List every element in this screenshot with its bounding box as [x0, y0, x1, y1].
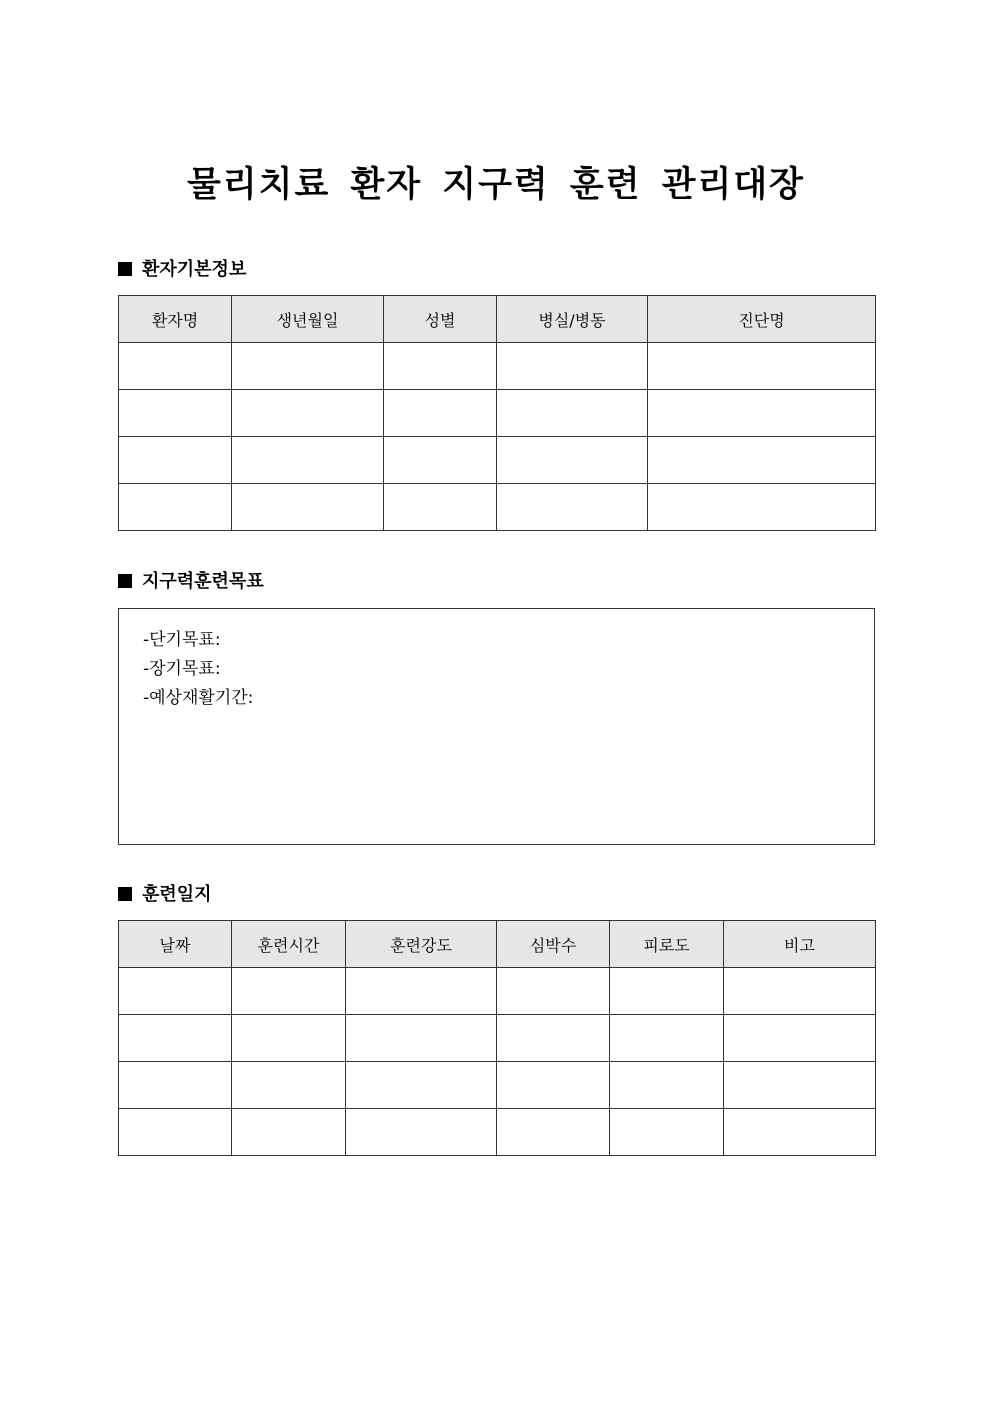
table-row: [119, 437, 876, 484]
table-cell[interactable]: [119, 1015, 232, 1062]
col-header-diagnosis: 진단명: [648, 296, 876, 343]
table-row: [119, 1062, 876, 1109]
square-bullet-icon: [118, 574, 132, 588]
col-header-heart-rate: 심박수: [497, 921, 610, 968]
col-header-date: 날짜: [119, 921, 232, 968]
square-bullet-icon: [118, 262, 132, 276]
table-cell[interactable]: [346, 1109, 497, 1156]
table-cell[interactable]: [384, 437, 497, 484]
table-row: [119, 1015, 876, 1062]
table-cell[interactable]: [384, 484, 497, 531]
col-header-birthdate: 생년월일: [232, 296, 384, 343]
table-cell[interactable]: [119, 1109, 232, 1156]
table-cell[interactable]: [232, 390, 384, 437]
table-cell[interactable]: [610, 1109, 724, 1156]
patient-info-table: [118, 295, 876, 531]
table-cell[interactable]: [648, 343, 876, 390]
table-cell[interactable]: [497, 1015, 610, 1062]
table-cell[interactable]: [346, 1062, 497, 1109]
table-cell[interactable]: [384, 390, 497, 437]
table-cell[interactable]: [119, 390, 232, 437]
table-row: [119, 390, 876, 437]
table-cell[interactable]: [497, 1109, 610, 1156]
table-cell[interactable]: [497, 968, 610, 1015]
table-cell[interactable]: [119, 343, 232, 390]
table-cell[interactable]: [497, 1062, 610, 1109]
table-row: [119, 968, 876, 1015]
col-header-remarks: 비고: [724, 921, 876, 968]
square-bullet-icon: [118, 887, 132, 901]
table-cell[interactable]: [119, 437, 232, 484]
training-goals-heading-label: 지구력훈련목표: [142, 571, 264, 592]
table-cell[interactable]: [497, 484, 648, 531]
table-cell[interactable]: [384, 343, 497, 390]
col-header-fatigue: 피로도: [610, 921, 724, 968]
table-cell[interactable]: [610, 968, 724, 1015]
table-cell[interactable]: [497, 390, 648, 437]
table-cell[interactable]: [232, 1062, 346, 1109]
training-log-heading: [118, 882, 212, 908]
table-cell[interactable]: [232, 484, 384, 531]
long-term-goal-label: -장기목표:: [143, 659, 221, 679]
table-cell[interactable]: [648, 484, 876, 531]
table-cell[interactable]: [497, 343, 648, 390]
table-cell[interactable]: [724, 1015, 876, 1062]
table-cell[interactable]: [232, 437, 384, 484]
table-cell[interactable]: [610, 1015, 724, 1062]
table-cell[interactable]: [119, 1062, 232, 1109]
table-row: [119, 484, 876, 531]
page-title: 물리치료 환자 지구력 훈련 관리대장: [187, 165, 805, 205]
table-cell[interactable]: [346, 968, 497, 1015]
table-cell[interactable]: [724, 1109, 876, 1156]
col-header-training-intensity: 훈련강도: [346, 921, 497, 968]
patient-info-heading: [118, 257, 246, 283]
table-cell[interactable]: [724, 1062, 876, 1109]
table-cell[interactable]: [648, 390, 876, 437]
short-term-goal-label: -단기목표:: [143, 630, 221, 650]
patient-info-heading-label: 환자기본정보: [142, 259, 247, 280]
patient-info-header-row: [119, 296, 876, 343]
table-row: [119, 1109, 876, 1156]
col-header-gender: 성별: [384, 296, 497, 343]
table-cell[interactable]: [119, 484, 232, 531]
table-cell[interactable]: [497, 437, 648, 484]
table-cell[interactable]: [232, 968, 346, 1015]
table-row: [119, 343, 876, 390]
training-log-table: [118, 920, 876, 1156]
table-cell[interactable]: [232, 343, 384, 390]
table-cell[interactable]: [119, 968, 232, 1015]
training-log-header-row: [119, 921, 876, 968]
training-goals-heading: [118, 569, 264, 595]
table-cell[interactable]: [232, 1109, 346, 1156]
training-log-heading-label: 훈련일지: [142, 884, 212, 905]
table-cell[interactable]: [610, 1062, 724, 1109]
col-header-room-ward: 병실/병동: [497, 296, 648, 343]
table-cell[interactable]: [346, 1015, 497, 1062]
table-cell[interactable]: [724, 968, 876, 1015]
col-header-patient-name: 환자명: [119, 296, 232, 343]
training-goals-box[interactable]: [118, 608, 875, 845]
col-header-training-time: 훈련시간: [232, 921, 346, 968]
table-cell[interactable]: [648, 437, 876, 484]
rehab-period-label: -예상재활기간:: [143, 688, 254, 708]
table-cell[interactable]: [232, 1015, 346, 1062]
